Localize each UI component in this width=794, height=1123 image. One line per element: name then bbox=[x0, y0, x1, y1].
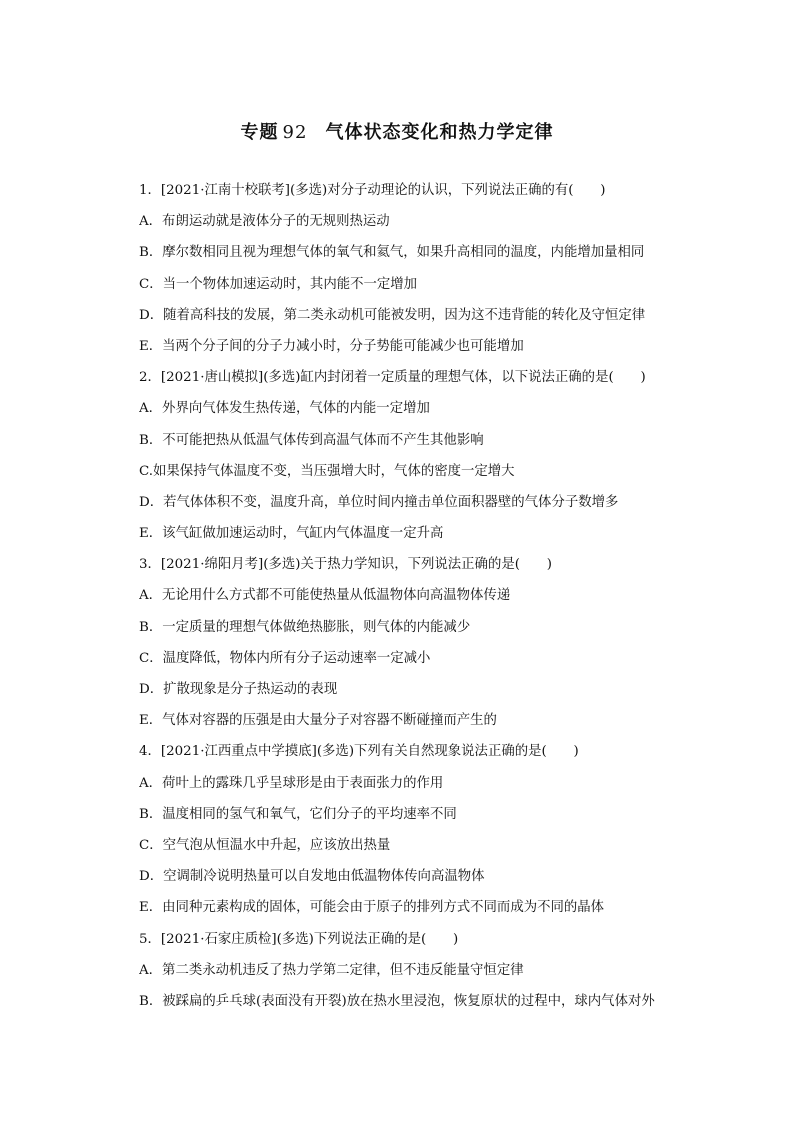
q3-option-e: E．气体对容器的压强是由大量分子对容器不断碰撞而产生的 bbox=[139, 713, 497, 729]
q5-option-a: A．第二类永动机违反了热力学第二定律，但不违反能量守恒定律 bbox=[139, 962, 524, 978]
q4-option-b: B．温度相同的氢气和氧气，它们分子的平均速率不同 bbox=[139, 806, 457, 822]
q1-option-a: A．布朗运动就是液体分子的无规则热运动 bbox=[139, 214, 390, 230]
q4-option-d: D．空调制冷说明热量可以自发地由低温物体传向高温物体 bbox=[139, 869, 485, 885]
q1-option-d: D．随着高科技的发展，第二类永动机可能被发明，因为这不违背能的转化及守恒定律 bbox=[139, 307, 646, 323]
title-text: 气体状态变化和热力学定律 bbox=[325, 122, 554, 143]
q2-option-d: D．若气体体积不变，温度升高，单位时间内撞击单位面积器壁的气体分子数增多 bbox=[139, 494, 619, 510]
q2-stem: 2．[2021·唐山模拟](多选)缸内封闭着一定质量的理想气体，以下说法正确的是( ) bbox=[139, 370, 646, 386]
q2-option-b: B．不可能把热从低温气体传到高温气体而不产生其他影响 bbox=[139, 432, 484, 448]
q4-option-e: E．由同种元素构成的固体，可能会由于原子的排列方式不同而成为不同的晶体 bbox=[139, 900, 605, 916]
q1-option-c: C．当一个物体加速运动时，其内能不一定增加 bbox=[139, 276, 418, 292]
page-title bbox=[0, 118, 794, 144]
q3-option-c: C．温度降低，物体内所有分子运动速率一定减小 bbox=[139, 650, 431, 666]
q3-option-d: D．扩散现象是分子热运动的表现 bbox=[139, 682, 338, 697]
title-prefix: 专题 bbox=[240, 122, 279, 143]
q5-option-b: B．被踩扁的乒乓球(表面没有开裂)放在热水里浸泡，恢复原状的过程中，球内气体对外 bbox=[139, 993, 655, 1009]
q3-stem: 3．[2021·绵阳月考](多选)关于热力学知识，下列说法正确的是( ) bbox=[139, 557, 552, 573]
question-list bbox=[139, 175, 699, 1017]
q1-stem: 1．[2021·江南十校联考](多选)对分子动理论的认识，下列说法正确的有( ) bbox=[139, 183, 606, 198]
q3-option-a: A．无论用什么方式都不可能使热量从低温物体向高温物体传递 bbox=[139, 588, 511, 604]
q2-option-c: C.如果保持气体温度不变，当压强增大时，气体的密度一定增大 bbox=[139, 463, 515, 479]
q1-option-b: B．摩尔数相同且视为理想气体的氧气和氦气，如果升高相同的温度，内能增加量相同 bbox=[139, 245, 645, 261]
title-number: 92 bbox=[282, 122, 308, 143]
q4-option-c: C．空气泡从恒温水中升起，应该放出热量 bbox=[139, 837, 391, 853]
q2-option-a: A．外界向气体发生热传递，气体的内能一定增加 bbox=[139, 401, 430, 417]
q4-stem: 4．[2021·江西重点中学摸底](多选)下列有关自然现象说法正确的是( ) bbox=[139, 744, 579, 760]
q5-stem: 5．[2021·石家庄质检](多选)下列说法正确的是( ) bbox=[139, 931, 459, 947]
q4-option-a: A．荷叶上的露珠几乎呈球形是由于表面张力的作用 bbox=[139, 775, 444, 791]
q1-option-e: E．当两个分子间的分子力减小时，分子势能可能减少也可能增加 bbox=[139, 338, 524, 354]
q3-option-b: B．一定质量的理想气体做绝热膨胀，则气体的内能减少 bbox=[139, 619, 471, 635]
q2-option-e: E．该气缸做加速运动时，气缸内气体温度一定升高 bbox=[139, 526, 444, 542]
